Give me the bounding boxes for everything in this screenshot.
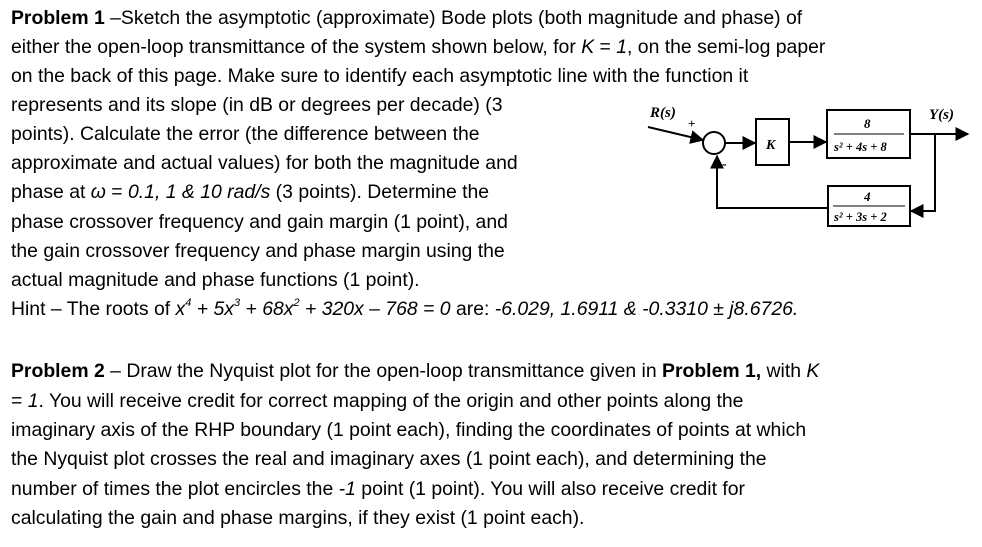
forward-numerator: 8 (864, 116, 871, 131)
gain-label: K (766, 138, 776, 153)
p2-line-3: imaginary axis of the RHP boundary (1 point each), finding the coordinates of points at which (11, 419, 807, 441)
input-label: R(s) (650, 105, 676, 121)
p1-line-2: either the open-loop transmittance of the system shown below, for K = 1, on the semi-log paper (11, 36, 826, 58)
p2-line-6: calculating the gain and phase margins, if they exist (1 point each). (11, 507, 585, 529)
p1-line-9: the gain crossover frequency and phase margin using the (11, 240, 505, 262)
p1-line-5: points). Calculate the error (the difference between the (11, 123, 480, 145)
p1-line-1: Problem 1 –Sketch the asymptotic (approximate) Bode plots (both magnitude and phase) of (11, 7, 803, 29)
p1-hint: Hint – The roots of $x^4 + 5x^3 + 68x^2 + 320x - 768 = 0$ are: -6.029, 1.6911 & -0.3310 ± j8.6726. (11, 297, 799, 320)
p1-heading: Problem 1 (11, 7, 105, 29)
p1-line-10: actual magnitude and phase functions (1 point). (11, 269, 420, 291)
p1-line-6: approximate and actual values) for both the magnitude and (11, 152, 518, 174)
p2-line-4: the Nyquist plot crosses the real and imaginary axes (1 point each), and determining the (11, 448, 767, 470)
p1-line-8: phase crossover frequency and gain margin (1 point), and (11, 211, 508, 233)
summing-junction (703, 132, 725, 154)
p1-line-7: phase at ω = 0.1, 1 & 10 rad/s (3 points). Determine the (11, 181, 490, 203)
forward-denominator: s² + 4s + 8 (834, 140, 887, 154)
p2-line-2: = 1. You will receive credit for correct mapping of the origin and other points along the (11, 390, 744, 412)
feedback-denominator: s² + 3s + 2 (834, 210, 887, 224)
output-label: Y(s) (929, 107, 954, 123)
plus-sign: + (688, 116, 696, 131)
p2-line-5: number of times the plot encircles the -1 point (1 point). You will also receive credit for (11, 478, 745, 500)
p2-heading: Problem 2 (11, 360, 105, 382)
p2-line-1: Problem 2 – Draw the Nyquist plot for the open-loop transmittance given in Problem 1, with K (11, 360, 820, 382)
minus-sign: - (722, 157, 727, 172)
feedback-path-right (911, 134, 935, 211)
p1-line-3: on the back of this page. Make sure to identify each asymptotic line with the function it (11, 65, 749, 87)
feedback-numerator: 4 (864, 189, 871, 204)
p1-line-4: represents and its slope (in dB or degrees per decade) (3 (11, 94, 503, 116)
